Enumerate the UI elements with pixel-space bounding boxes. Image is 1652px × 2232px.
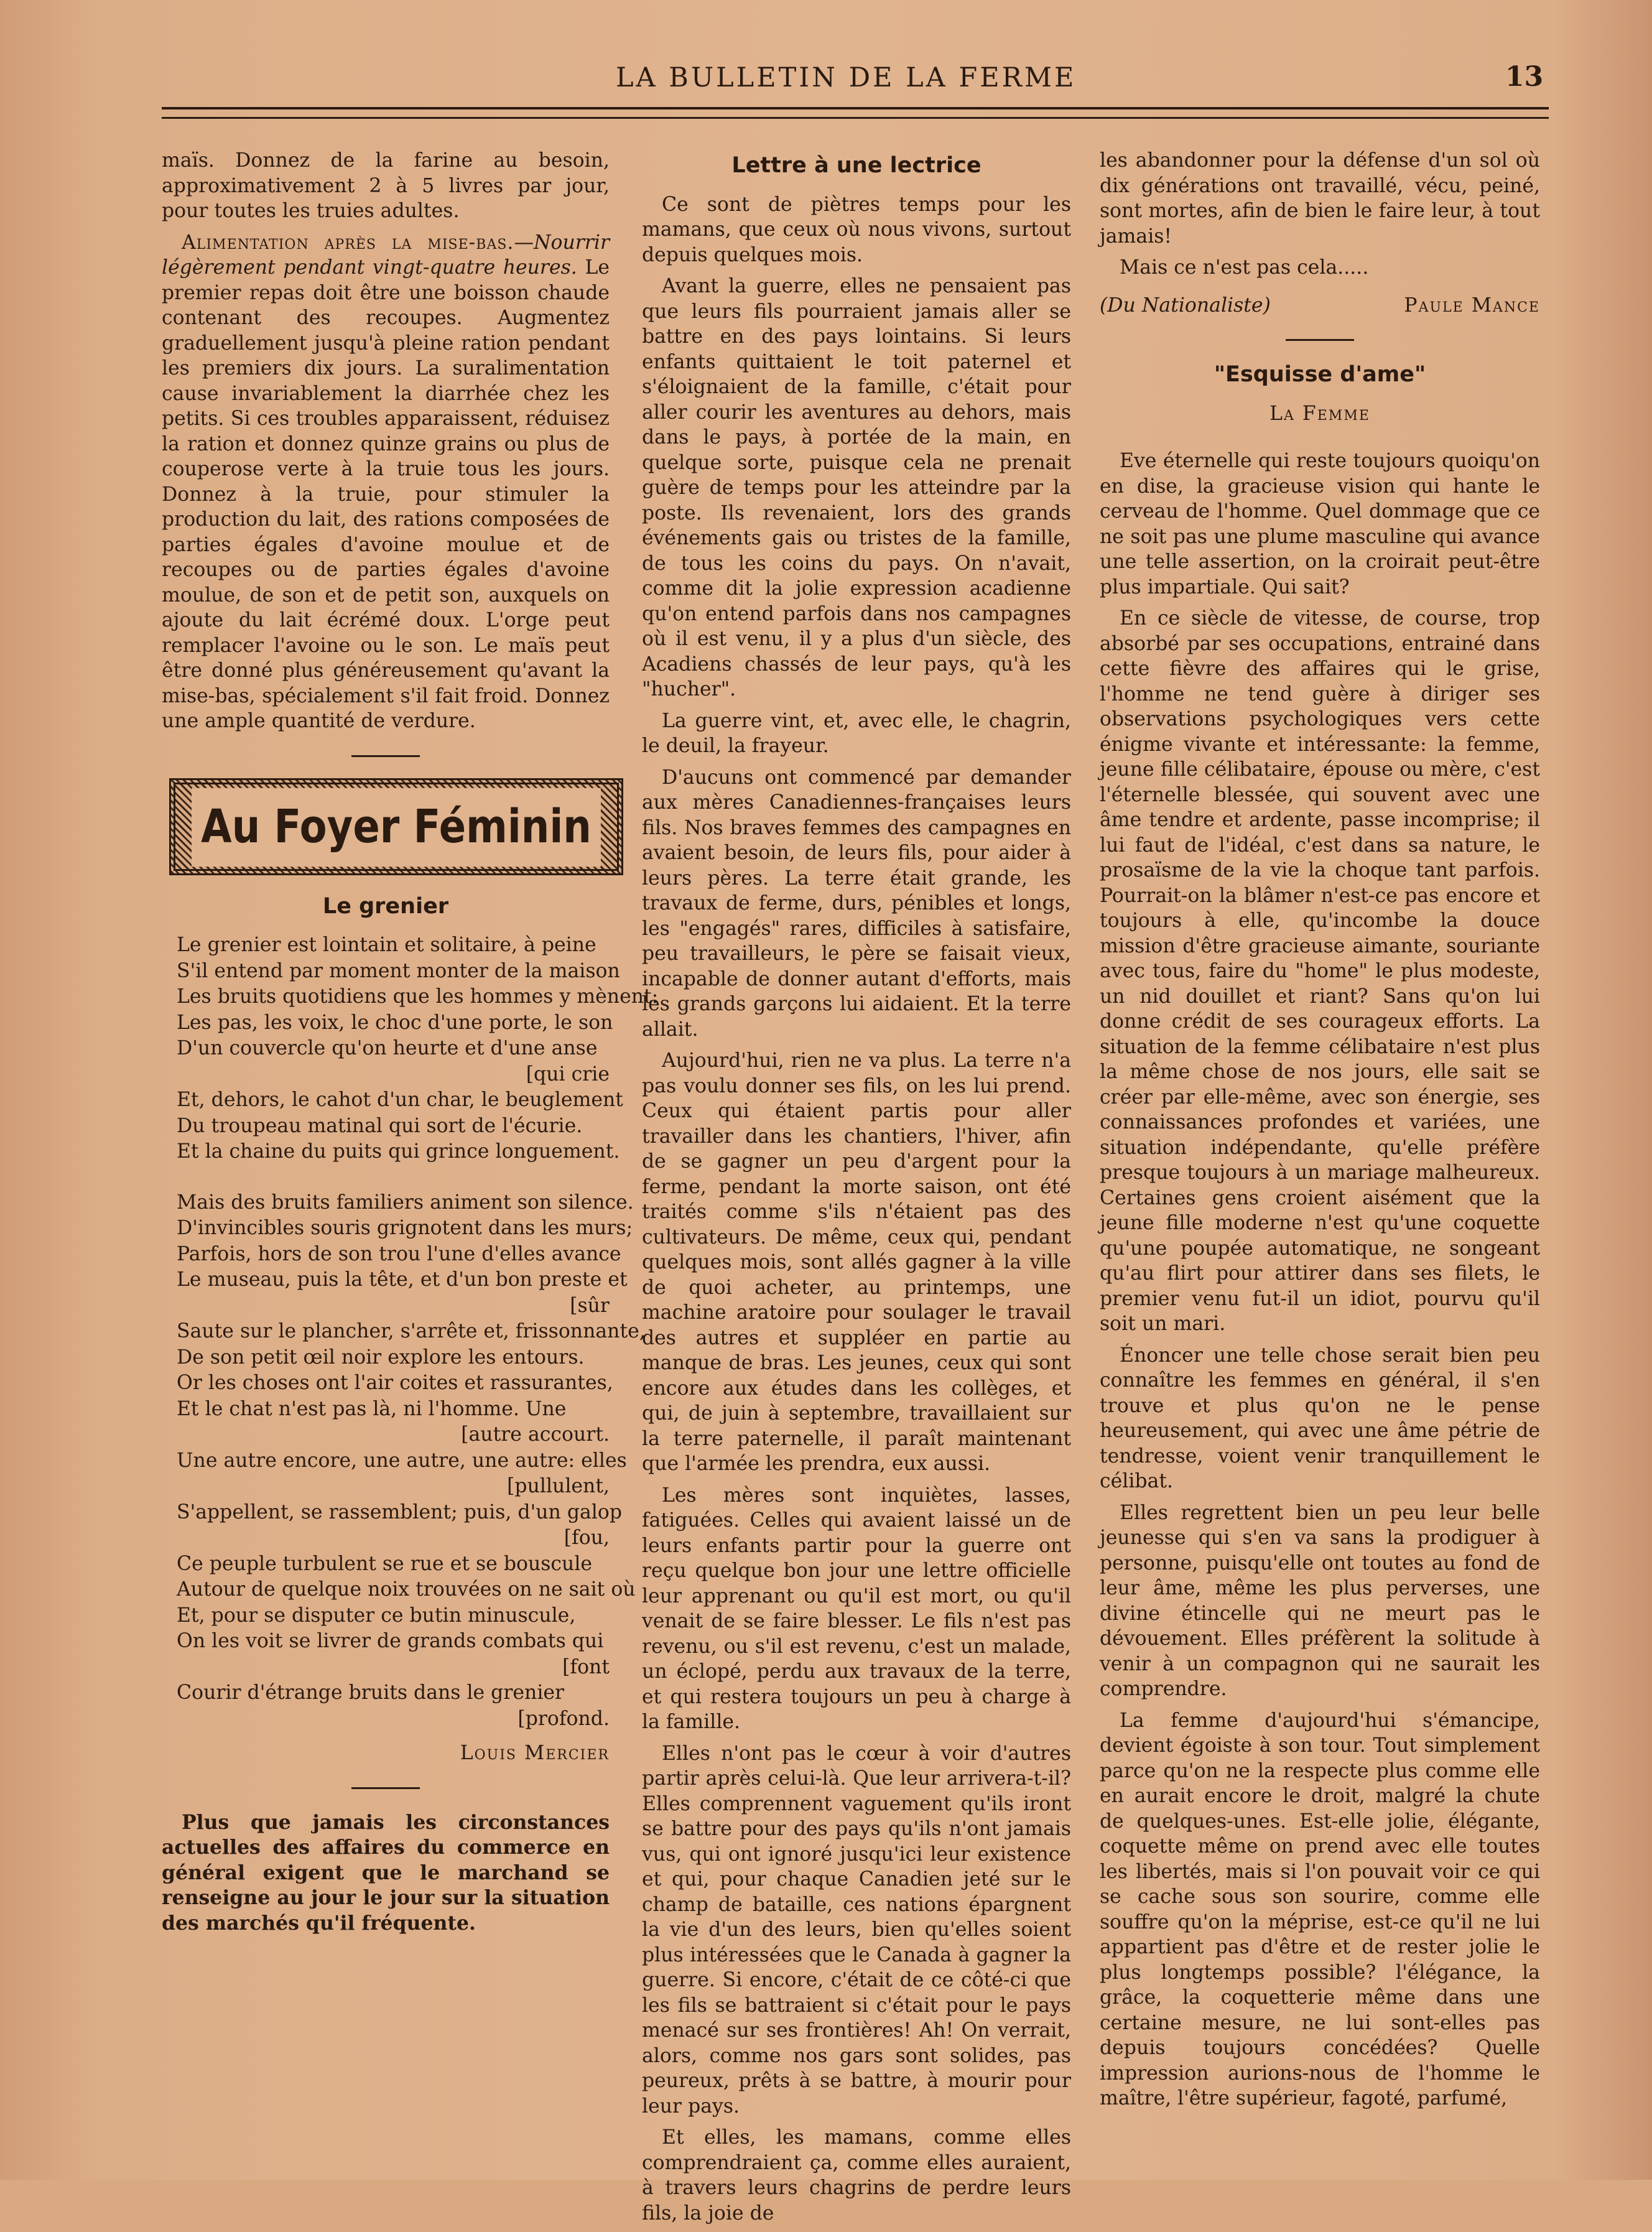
- poem-line: De son petit œil noir explore les entours.: [177, 1346, 585, 1369]
- poem-line: [qui crie: [526, 1063, 610, 1086]
- paragraph: Et elles, les mamans, comme elles comprendraient ça, comme elles auraient, à travers leurs chagrins de perdre leurs fils, la joie de: [642, 2126, 1071, 2225]
- paragraph: Énoncer une telle chose serait bien peu connaître les femmes en général, il s'en trouve et plus qu'on ne le pense heureusement, qui avec une âme pétrie de tendresse, voient venir tranquillement le célibat.: [1100, 1344, 1540, 1492]
- italic-lead: —Nourrir légèrement pendant vingt-quatre heures.: [162, 231, 610, 279]
- running-header: LA BULLETIN DE LA FERME: [616, 62, 1077, 93]
- poem-line: Et la chaine du puits qui grince longuement.: [177, 1140, 620, 1163]
- poem-line: [profond.: [517, 1707, 610, 1730]
- paragraph: Elles n'ont pas le cœur à voir d'autres partir après celui-là. Que leur arrivera-t-il? Elles comprennent vaguement qu'ils iront se battre pour des pays qu'ils n'ont jamais vus, qui ont ignoré jusqu'ici leur existence et qui, pour chaque Canadien jeté sur le champ de bataille, ces nations épargnent la vie d'un des leurs, bien qu'elles soient plus intéressées que le Canada à gagner la guerre. Si encore, c'était de ce côté-ci que les fils se battraient si c'était pour le pays menacé sur ses frontières! Ah! On verrait, alors, comme nos gars sont solides, pas peureux, prêts à se battre, à mourir pour leur pays.: [642, 1742, 1071, 2118]
- paragraph: maïs. Donnez de la farine au besoin, approximativement 2 à 5 livres par jour, pour toutes les truies adultes.: [162, 149, 610, 222]
- paragraph: Mais ce n'est pas cela.....: [1120, 256, 1369, 279]
- poem-line: Le museau, puis la tête, et d'un bon preste et: [177, 1268, 628, 1291]
- section-banner: [169, 778, 623, 875]
- paragraph: En ce siècle de vitesse, de course, trop absorbé par ses occupations, entrainé dans cette fièvre des affaires qui le grise, l'homme ne tend guère à diriger ses observations psychologiques vers cette énigme vivante et intéressante: la femme, jeune fille célibataire, épouse ou mère, c'est l'éternelle blessée, qui souvent avec une âme tendre et ardente, passe incomprise; il lui faut de l'idéal, c'est dans sa nature, le prosaïsme de la vie la choque tant parfois. Pourrait-on la blâmer n'est-ce pas encore et toujours à elle, qu'incombe la douce mission d'être gracieuse aimante, souriante avec tous, faire du "home" le plus modeste, un nid douillet et riant? Sans qu'on lui donne crédit de ses courageux efforts. La situation de la femme célibataire n'est plus la même chose de nos jours, elle sait se créer par elle-même, avec son énergie, ses connaissances profondes et variées, une situation indépendante, qu'elle préfère presque toujours à un mariage malheureux. Certaines gens croient aisément que la jeune fille moderne n'est qu'une coquette qu'une poupée automatique, ne songeant qu'au flirt pour attirer dans ses filets, le premier venu fut-il un idiot, pourvu qu'il soit un mari.: [1100, 607, 1540, 1335]
- paragraph: Avant la guerre, elles ne pensaient pas que leurs fils pourraient jamais aller se battre en des pays lointains. Si leurs enfants quittaient le toit paternel et s'éloignaient de la famille, c'était pour aller courir les aventures au dehors, mais dans le pays, à portée de la main, en quelque sorte, puisque cela ne prenait guère de temps pour les atteindre par la poste. Ils revenaient, lors des grands événements gais ou tristes de la famille, de tous les coins du pays. On n'avait, comme dit la jolie expression acadienne qu'on entend parfois dans nos campagnes où il est venu, il y a plus d'un siècle, des Acadiens chassés de leur pays, qu'à les "hucher".: [642, 275, 1071, 700]
- paragraph: D'aucuns ont commencé par demander aux mères Canadiennes-françaises leurs fils. Nos braves femmes des campagnes en avaient besoin, de leurs fils, pour aider à leurs pères. La terre était grande, les travaux de ferme, durs, pénibles et longs, les "engagés" rares, difficiles à satisfaire, peu travailleurs, le père se faisait vieux, incapable de donner autant d'efforts, mais les grands garçons lui aidaient. Et la terre allait.: [642, 766, 1071, 1041]
- paragraph: les abandonner pour la défense d'un sol où dix générations ont travaillé, vécu, peiné, sont mortes, afin de bien le faire leur, à tout jamais!: [1100, 149, 1540, 248]
- poem-line: [autre accourt.: [461, 1423, 610, 1446]
- poem-line: Ce peuple turbulent se rue et se bouscule: [177, 1552, 593, 1575]
- poem-line: Du troupeau matinal qui sort de l'écurie.: [177, 1114, 583, 1137]
- article-title: Lettre à une lectrice: [731, 153, 981, 178]
- paragraph: [162, 230, 610, 734]
- source-credit: (Du Nationaliste): [1100, 294, 1271, 317]
- column-left: [162, 148, 659, 1942]
- paragraph: Plus que jamais les circonstances actuelles des affaires du commerce en général exigent que le marchand se renseigne au jour le jour sur la situation des marchés qu'il fréquente.: [162, 1810, 610, 1935]
- stanza-break: [177, 1165, 610, 1190]
- article-title: "Esquisse d'ame": [1213, 362, 1426, 387]
- poem-line: Et, dehors, le cahot d'un char, le beuglement: [177, 1089, 623, 1111]
- article-subtitle: La Femme: [1269, 402, 1370, 425]
- paragraph: Elles regrettent bien un peu leur belle jeunesse qui s'en va sans la prodiguer à personne, puisqu'elle ont toutes au fond de leur âme, même les plus perverses, une divine étincelle qui ne meurt pas le dévouement. Elles préfèrent la solitude à venir à un compagnon qui ne saurait les comprendre.: [1100, 1501, 1540, 1700]
- poem-line: On les voit se livrer de grands combats qui: [177, 1630, 604, 1652]
- paragraph: Aujourd'hui, rien ne va plus. La terre n'a pas voulu donner ses fils, on les lui prend. Ceux qui étaient partis pour aller travailler dans les chantiers, l'hiver, afin de se gagner un peu d'argent pour la ferme, pendant la morte saison, ont été traités comme s'ils n'étaient pas des cultivateurs. De même, ceux qui, pendant quelques mois, sont allés gagner à la ville de quoi acheter, au printemps, une machine aratoire pour soulager le travail des autres et suppléer en partie au manque de bras. Les jeunes, ceux qui sont encore aux études dans les collèges, et qui, de juin à septembre, travaillaient sur la terre paternelle, il paraît maintenant que l'armée les prendra, eux aussi.: [642, 1049, 1071, 1475]
- poem-line: Et, pour se disputer ce butin minuscule,: [177, 1604, 576, 1627]
- poem-line: Parfois, hors de son trou l'une d'elles avance: [177, 1242, 621, 1265]
- paragraph: Eve éternelle qui reste toujours quoiqu'on en dise, la gracieuse vision qui hante le cerveau de l'homme. Quel dommage que ce ne soit pas une plume masculine qui avance une telle assertion, on la croirait peut-être plus impartiale. Qui sait?: [1100, 450, 1540, 598]
- paragraph: La guerre vint, et, avec elle, le chagrin, le deuil, la frayeur.: [642, 709, 1071, 757]
- poem-line: S'il entend par moment monter de la maison: [177, 959, 620, 982]
- paragraph: Les mères sont inquiètes, lasses, fatiguées. Celles qui avaient laissé un de leurs enfants partir pour la guerre ont reçu quelque bon jour une lettre officielle leur apprenant ou qu'il est mort, ou qu'il venait de se faire blesser. Le fils n'est pas revenu, ou s'il est revenu, c'est un malade, un éclopé, perdu aux travaux de la terre, et qui restera toujours un peu à charge à la famille.: [642, 1484, 1071, 1733]
- poem-line: Mais des bruits familiers animent son silence.: [177, 1191, 634, 1214]
- poem-line: [sûr: [570, 1294, 610, 1317]
- poem-line: Saute sur le plancher, s'arrête et, frissonnante,: [177, 1320, 646, 1342]
- poem-line: Courir d'étrange bruits dans le grenier: [177, 1681, 565, 1704]
- author-signature: Paule Mance: [1404, 294, 1540, 317]
- poem-line: Les bruits quotidiens que les hommes y mènent:: [177, 985, 659, 1008]
- page-number: 13: [1505, 61, 1544, 93]
- column-middle: [642, 148, 1071, 2232]
- paragraph: Ce sont de piètres temps pour les mamans, que ceux où nous vivons, surtout depuis quelques mois.: [642, 193, 1071, 266]
- poem-line: Les pas, les voix, le choc d'une porte, le son: [177, 1011, 613, 1034]
- poem: [177, 932, 659, 1732]
- column-right: [1100, 148, 1540, 2118]
- poem-line: D'un couvercle qu'on heurte et d'une anse: [177, 1037, 598, 1059]
- header-rule: [162, 107, 1549, 119]
- banner-title: Au Foyer Féminin: [192, 788, 601, 867]
- section-heading: Alimentation après la mise-bas.: [182, 231, 514, 254]
- poem-line: Une autre encore, une autre, une autre: elles: [177, 1449, 627, 1472]
- poem-line: S'appellent, se rassemblent; puis, d'un galop: [177, 1500, 622, 1523]
- poem-line: Et le chat n'est pas là, ni l'homme. Une: [177, 1397, 567, 1420]
- poem-line: D'invincibles souris grignotent dans les murs;: [177, 1217, 633, 1239]
- separator: [1286, 339, 1354, 341]
- poem-line: Le grenier est lointain et solitaire, à peine: [177, 934, 596, 956]
- paragraph: La femme d'aujourd'hui s'émancipe, devient égoiste à son tour. Tout simplement parce qu'on ne la respecte plus comme elle en aurait encore le droit, malgré la chute de quelques-unes. Est-elle jolie, élégante, coquette même on prend avec elle toutes les libertés, mais si l'on pouvait voir ce qui se cache sous son sourire, comme elle souffre qu'on la méprise, est-ce qu'il ne lui appartient pas d'être et de rester jolie le plus longtemps possible? l'élégance, la grâce, la coquetterie même dans une certaine mesure, ne lui sont-elles pas depuis toujours concédées? Quelle impression aurions-nous de l'homme le maître, l'être supérieur, fagoté, parfumé,: [1100, 1709, 1540, 2109]
- poem-author: Louis Mercier: [460, 1742, 610, 1764]
- poem-title: Le grenier: [322, 893, 449, 919]
- byline: [1100, 293, 1540, 319]
- poem-line: [fou,: [564, 1527, 610, 1549]
- separator: [351, 755, 420, 757]
- poem-line: Or les choses ont l'air coites et rassurantes,: [177, 1372, 613, 1394]
- separator: [351, 1787, 420, 1789]
- poem-line: Autour de quelque noix trouvées on ne sait où: [177, 1578, 636, 1601]
- poem-line: [pullulent,: [507, 1475, 610, 1497]
- paragraph-body: Le premier repas doit être une boisson chaude contenant des recoupes. Augmentez graduellement jusqu'à pleine ration pendant les premiers dix jours. La suralimentation cause invariablement la diarrhée chez les petits. Si ces troubles apparaissent, réduisez la ration et donnez quinze grains ou plus de couperose verte à la truie tous les jours. Donnez à la truie, pour stimuler la production du lait, des rations composées de parties égales d'avoine moulue et de recoupes ou de parties égales d'avoine moulue, de son et de petit son, auxquels on ajoute du lait écrémé doux. L'orge peut remplacer l'avoine ou le son. Le maïs peut être donné plus généreusement qu'avant la mise-bas, spécialement s'il fait froid. Donnez une ample quantité de verdure.: [162, 256, 610, 732]
- poem-line: [font: [562, 1655, 610, 1678]
